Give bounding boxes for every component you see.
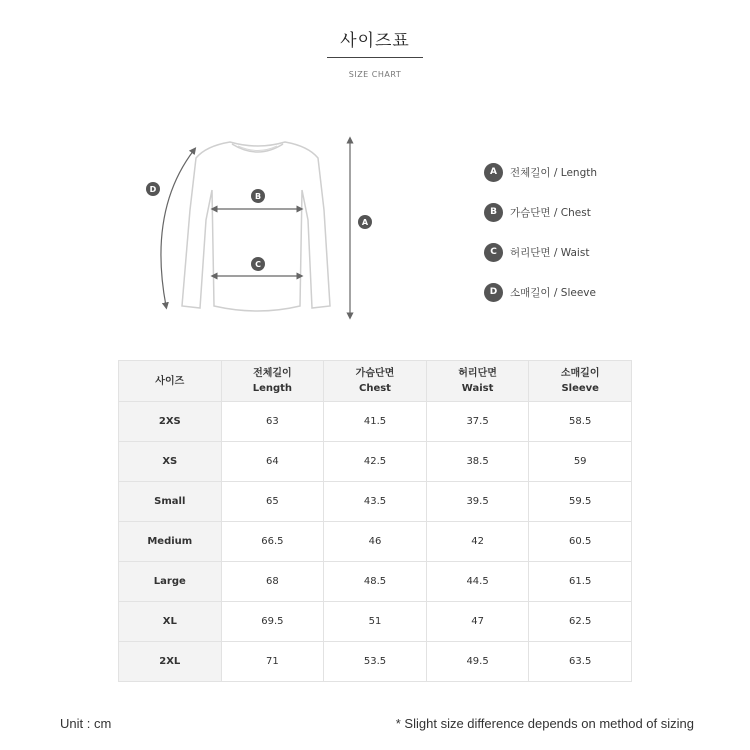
- waist-cell: 44.5: [426, 562, 529, 602]
- sleeve-cell: 59.5: [529, 482, 632, 522]
- size-cell: Small: [119, 482, 222, 522]
- length-cell: 64: [221, 442, 324, 482]
- chest-cell: 48.5: [324, 562, 427, 602]
- chest-cell: 46: [324, 522, 427, 562]
- legend-label-waist: 허리단면 / Waist: [510, 246, 590, 259]
- length-cell: 71: [221, 642, 324, 682]
- column-header-length: 전체길이 Length: [221, 361, 324, 402]
- legend-badge-b: B: [484, 203, 503, 222]
- table-row: [119, 562, 632, 602]
- table-row: [119, 402, 632, 442]
- badge-d: [146, 182, 160, 196]
- waist-cell: 47: [426, 602, 529, 642]
- unit-label: Unit : cm: [60, 716, 112, 731]
- size-cell: 2XS: [119, 402, 222, 442]
- waist-cell: 49.5: [426, 642, 529, 682]
- sizing-note: * Slight size difference depends on method of sizing: [395, 716, 694, 731]
- page-title: 사이즈표: [340, 31, 410, 51]
- table-row: [119, 482, 632, 522]
- sleeve-cell: 60.5: [529, 522, 632, 562]
- table-row: [119, 602, 632, 642]
- column-header-chest: 가슴단면 Chest: [324, 361, 427, 402]
- chest-cell: 42.5: [324, 442, 427, 482]
- legend-label-length: 전체길이 / Length: [510, 166, 598, 179]
- legend-badge-c: C: [484, 243, 503, 262]
- svg-text:D: D: [149, 185, 157, 194]
- badge-a: [358, 215, 372, 229]
- chest-cell: 53.5: [324, 642, 427, 682]
- svg-text:B: B: [254, 192, 262, 201]
- svg-text:C: C: [255, 260, 261, 269]
- size-cell: Large: [119, 562, 222, 602]
- sleeve-cell: 63.5: [529, 642, 632, 682]
- chest-cell: 41.5: [324, 402, 427, 442]
- length-cell: 63: [221, 402, 324, 442]
- badge-c: [251, 257, 265, 271]
- legend-label-sleeve: 소매길이 / Sleeve: [510, 286, 596, 299]
- length-cell: 66.5: [221, 522, 324, 562]
- measurement-legend: [484, 162, 597, 322]
- legend-item-chest: [484, 202, 597, 222]
- waist-cell: 38.5: [426, 442, 529, 482]
- size-cell: 2XL: [119, 642, 222, 682]
- legend-badge-a: A: [484, 163, 503, 182]
- column-header-size: 사이즈: [119, 361, 222, 402]
- sleeve-cell: 59: [529, 442, 632, 482]
- size-cell: XL: [119, 602, 222, 642]
- chest-cell: 43.5: [324, 482, 427, 522]
- waist-cell: 37.5: [426, 402, 529, 442]
- page-subtitle: SIZE CHART: [348, 70, 402, 79]
- length-cell: 65: [221, 482, 324, 522]
- legend-badge-d: D: [484, 283, 503, 302]
- legend-item-waist: [484, 242, 597, 262]
- svg-text:A: A: [361, 218, 369, 227]
- column-header-waist: 허리단면 Waist: [426, 361, 529, 402]
- size-cell: XS: [119, 442, 222, 482]
- garment-diagram: [140, 130, 400, 330]
- legend-label-chest: 가슴단면 / Chest: [510, 206, 591, 219]
- sleeve-cell: 58.5: [529, 402, 632, 442]
- waist-cell: 42: [426, 522, 529, 562]
- table-row: [119, 642, 632, 682]
- chest-cell: 51: [324, 602, 427, 642]
- length-cell: 69.5: [221, 602, 324, 642]
- column-header-sleeve: 소매길이 Sleeve: [529, 361, 632, 402]
- length-cell: 68: [221, 562, 324, 602]
- legend-item-sleeve: [484, 282, 597, 302]
- waist-cell: 39.5: [426, 482, 529, 522]
- size-table: [118, 360, 632, 682]
- badge-b: [251, 189, 265, 203]
- sleeve-cell: 62.5: [529, 602, 632, 642]
- table-header-row: [119, 361, 632, 402]
- legend-item-length: [484, 162, 597, 182]
- title-divider: [327, 57, 423, 58]
- size-cell: Medium: [119, 522, 222, 562]
- shirt-outline: [182, 142, 330, 311]
- sleeve-cell: 61.5: [529, 562, 632, 602]
- table-row: [119, 522, 632, 562]
- table-row: [119, 442, 632, 482]
